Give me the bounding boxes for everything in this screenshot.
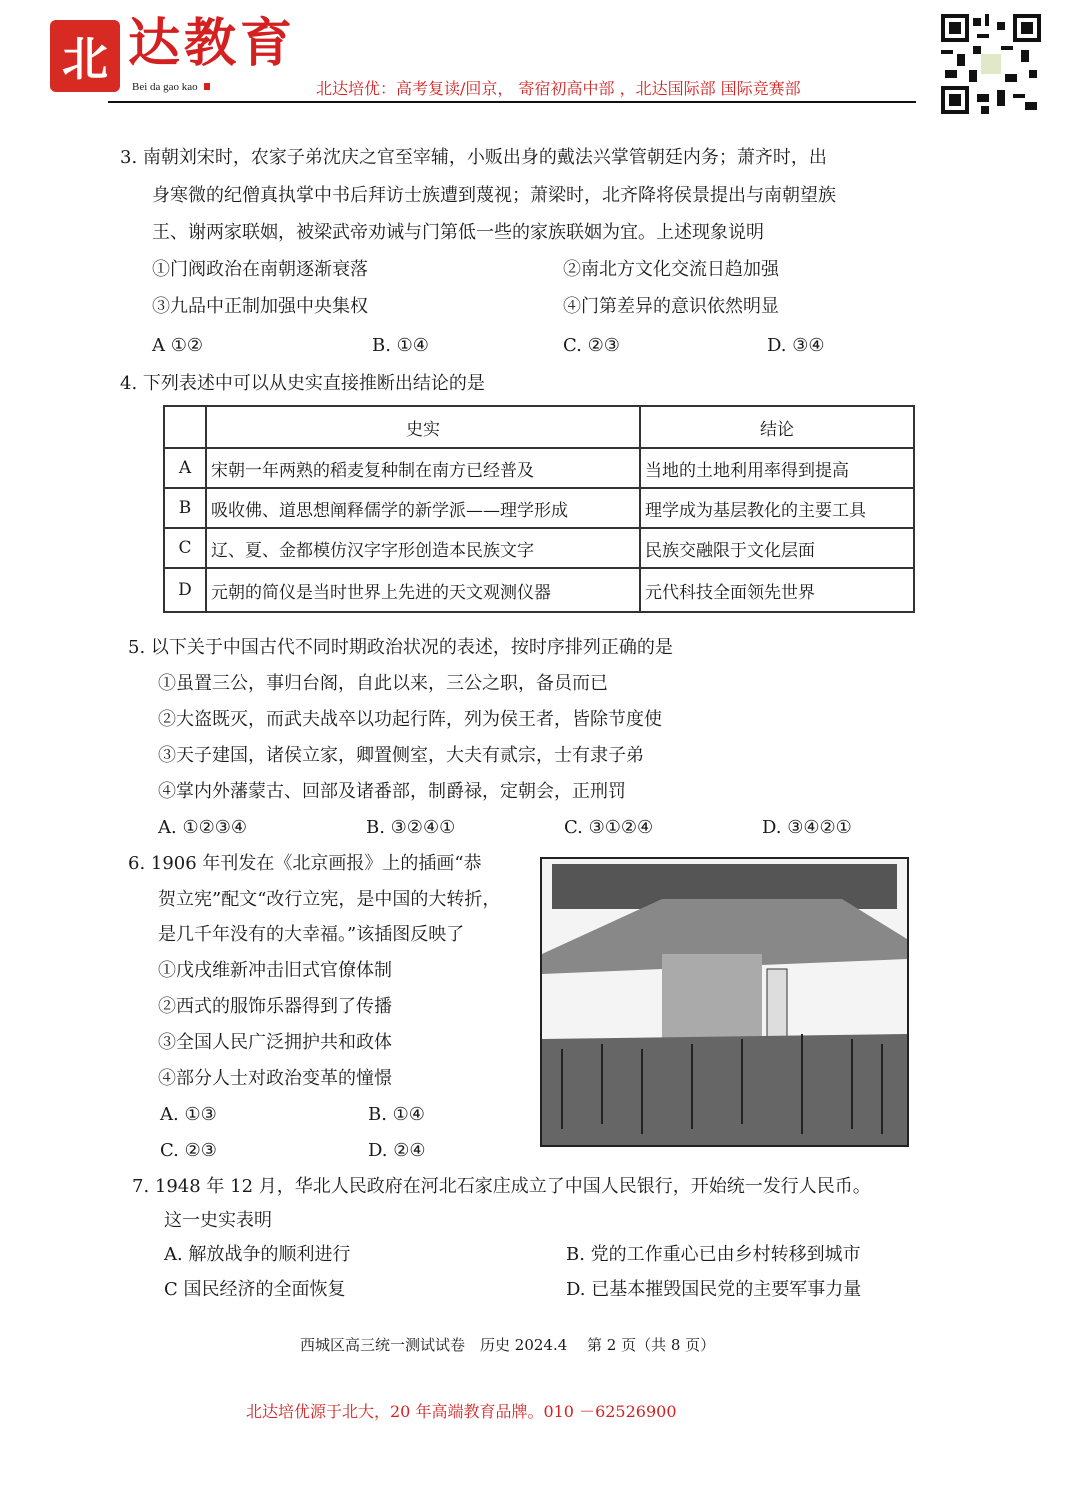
table-header-row: [164, 406, 914, 448]
q6-item-2: ②西式的服饰乐器得到了传播: [158, 996, 392, 1017]
q3-stem-line-3: 王、谢两家联姻，被梁武帝劝诫与门第低一些的家族联姻为宜。上述现象说明: [152, 222, 764, 243]
q6-item-1: ①戊戌维新冲击旧式官僚体制: [158, 960, 392, 981]
q5-choice-a: A. ①②③④: [158, 817, 247, 838]
q5-item-4: ④掌内外藩蒙古、回部及诸番部，制爵禄，定朝会，正刑罚: [158, 781, 626, 802]
q6-choice-d: D. ②④: [368, 1140, 426, 1161]
q3-item-4: ④门第差异的意识依然明显: [563, 296, 779, 317]
row-label: C: [164, 528, 206, 568]
fact-cell: 辽、夏、金都模仿汉字字形创造本民族文字: [206, 528, 640, 568]
q3-choice-b: B. ①④: [372, 335, 429, 356]
q6-stem-line-1: 6. 1906 年刊发在《北京画报》上的插画“恭: [128, 853, 482, 874]
q7-stem-line-2: 这一史实表明: [164, 1210, 272, 1231]
q7-choice-a: A. 解放战争的顺利进行: [164, 1244, 351, 1265]
q3-choice-a: A ①②: [152, 335, 203, 356]
fact-cell: 元朝的简仪是当时世界上先进的天文观测仪器: [206, 568, 640, 612]
q3-item-1: ①门阀政治在南朝逐渐衰落: [152, 259, 368, 280]
q6-item-4: ④部分人士对政治变革的憧憬: [158, 1068, 392, 1089]
table-row: [164, 528, 914, 568]
fact-cell: 吸收佛、道思想阐释儒学的新学派——理学形成: [206, 488, 640, 528]
promo-footer: 北达培优源于北大，20 年高端教育品牌。010 －62526900: [246, 1402, 677, 1421]
conclusion-cell: 民族交融限于文化层面: [640, 528, 914, 568]
constitution-illustration: [540, 857, 909, 1147]
q3-stem-line-1: 3. 南朝刘宋时，农家子弟沈庆之官至宰辅，小贩出身的戴法兴掌管朝廷内务；萧齐时，出: [120, 147, 827, 168]
q5-item-2: ②大盗既灭，而武夫战卒以功起行阵，列为侯王者，皆除节度使: [158, 709, 662, 730]
q3-item-3: ③九品中正制加强中央集权: [152, 296, 368, 317]
fact-cell: 宋朝一年两熟的稻麦复种制在南方已经普及: [206, 448, 640, 488]
q6-stem-line-3: 是几千年没有的大幸福。”该插图反映了: [158, 924, 465, 945]
logo-subtitle: Bei da gao kao: [132, 80, 210, 94]
conclusion-cell: 当地的土地利用率得到提高: [640, 448, 914, 488]
qr-code-icon: [941, 14, 1041, 114]
logo-text: 达教育: [128, 13, 297, 74]
table-header-cell: 结论: [640, 406, 914, 448]
q5-choice-b: B. ③②④①: [366, 817, 456, 838]
q3-stem-line-2: 身寒微的纪僧真执掌中书后拜访士族遭到蔑视；萧梁时，北齐降将侯景提出与南朝望族: [152, 185, 836, 206]
q4-table: [163, 405, 915, 613]
q5-stem: 5. 以下关于中国古代不同时期政治状况的表述，按时序排列正确的是: [128, 637, 673, 658]
header-tagline: 北达培优：高考复读/回京， 寄宿初高中部 ，北达国际部 国际竞赛部: [316, 79, 801, 98]
table-header-cell: 史实: [206, 406, 640, 448]
q6-stem-line-2: 贺立宪”配文“改行立宪，是中国的大转折，: [158, 889, 501, 910]
q4-stem: 4. 下列表述中可以从史实直接推断出结论的是: [120, 373, 485, 394]
q5-item-1: ①虽置三公，事归台阁，自此以来，三公之职，备员而已: [158, 673, 608, 694]
q7-stem-line-1: 7. 1948 年 12 月，华北人民政府在河北石家庄成立了中国人民银行，开始统一发行人民币。: [132, 1176, 871, 1197]
conclusion-cell: 理学成为基层教化的主要工具: [640, 488, 914, 528]
table-row: [164, 448, 914, 488]
table-header-cell: [164, 406, 206, 448]
q6-choice-a: A. ①③: [160, 1104, 217, 1125]
table-row: [164, 488, 914, 528]
q5-choice-d: D. ③④②①: [762, 817, 852, 838]
q6-item-3: ③全国人民广泛拥护共和政体: [158, 1032, 392, 1053]
q6-choice-c: C. ②③: [160, 1140, 217, 1161]
q3-item-2: ②南北方文化交流日趋加强: [563, 259, 779, 280]
q7-choice-b: B. 党的工作重心已由乡村转移到城市: [566, 1244, 861, 1265]
q3-choice-d: D. ③④: [767, 335, 825, 356]
page-footer: 西城区高三统一测试试卷 历史 2024.4 第 2 页（共 8 页）: [300, 1336, 716, 1354]
q3-choice-c: C. ②③: [563, 335, 620, 356]
row-label: A: [164, 448, 206, 488]
q7-choice-d: D. 已基本摧毁国民党的主要军事力量: [566, 1279, 862, 1300]
q6-choice-b: B. ①④: [368, 1104, 425, 1125]
q5-choice-c: C. ③①②④: [564, 817, 654, 838]
logo-mark: 北: [50, 20, 120, 92]
row-label: D: [164, 568, 206, 612]
header-divider: [108, 101, 916, 103]
conclusion-cell: 元代科技全面领先世界: [640, 568, 914, 612]
q7-choice-c: C 国民经济的全面恢复: [164, 1279, 346, 1300]
row-label: B: [164, 488, 206, 528]
q5-item-3: ③天子建国，诸侯立家，卿置侧室，大夫有贰宗，士有隶子弟: [158, 745, 644, 766]
table-row: [164, 568, 914, 612]
